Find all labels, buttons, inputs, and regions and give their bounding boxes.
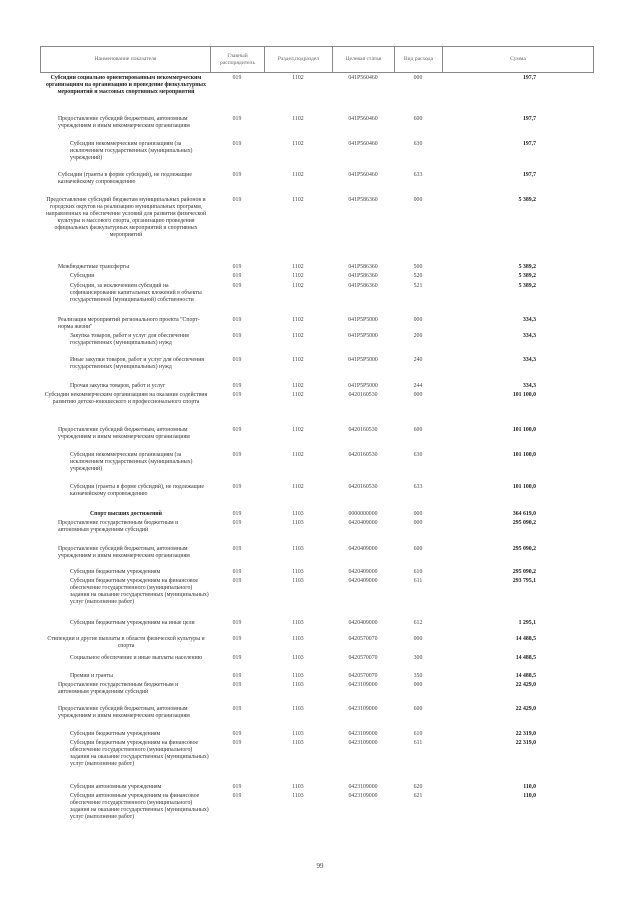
row-name: Субсидии социально ориентированным некоммерческим организациям на организацию и проведение физкультурных мероприятий и массовых спортивных мероприятий [46, 75, 206, 95]
row-grbs: 019 [232, 141, 242, 147]
row-sum: 334,3 [522, 333, 536, 339]
row-name: Субсидии автономным учреждениям на финансовое обеспечение государственного (муниципального) задания на оказание государственных (муниципальных) услуг (выполнение работ) [70, 793, 209, 820]
row-grbs: 019 [232, 264, 242, 270]
row-sum: 110,0 [523, 784, 536, 790]
row-name: Закупка товаров, работ и услуг для обеспечения государственных (муниципальных) нужд [70, 333, 189, 346]
row-grbs: 019 [232, 392, 242, 398]
row-sum: 197,7 [522, 172, 536, 178]
row-csr: 0420409000 [348, 569, 378, 575]
row-razdel: 1102 [292, 273, 304, 279]
row-name: Предоставление государственным бюджетным и автономным учреждениям субсидий [58, 682, 179, 695]
row-csr: 041Р586360 [348, 273, 378, 279]
row-name: Иные закупки товаров, работ и услуг для обеспечения государственных (муниципальных) нужд [70, 357, 204, 370]
row-csr: 041Р586360 [348, 197, 378, 203]
row-sum: 101 100,0 [512, 392, 536, 398]
row-grbs: 019 [232, 673, 242, 679]
row-sum: 5 389,2 [518, 273, 536, 279]
row-csr: 0420570070 [348, 636, 378, 642]
row-vr: 300 [413, 655, 423, 661]
row-grbs: 019 [232, 427, 242, 433]
row-csr: 041Р5Р5000 [348, 333, 378, 339]
row-vr: 600 [413, 116, 423, 122]
row-csr: 041Р560460 [348, 116, 378, 122]
row-name: Субсидии некоммерческим организациям на оказание содействия развитию детско-юношеского и профессионального спорта [44, 392, 208, 405]
row-name: Предоставление государственным бюджетным и автономным учреждениям субсидий [58, 520, 179, 533]
row-vr: 600 [413, 706, 423, 712]
row-razdel: 1102 [292, 333, 304, 339]
row-sum: 22 319,0 [515, 731, 536, 737]
row-grbs: 019 [232, 740, 242, 746]
row-sum: 364 619,0 [512, 511, 536, 517]
row-grbs: 019 [232, 784, 242, 790]
row-csr: 0420160530 [348, 427, 378, 433]
row-grbs: 019 [232, 546, 242, 552]
row-razdel: 1103 [292, 620, 304, 626]
row-razdel: 1103 [292, 578, 304, 584]
row-sum: 22 319,0 [515, 740, 536, 746]
row-sum: 197,7 [522, 141, 536, 147]
row-razdel: 1102 [292, 452, 304, 458]
row-razdel: 1102 [292, 383, 304, 389]
row-sum: 1 295,1 [518, 620, 536, 626]
row-sum: 197,7 [522, 75, 536, 81]
row-name: Субсидии бюджетным учреждениям на финансовое обеспечение государственного (муниципального) задания на оказание государственных (муниципальных) услуг (выполнение работ) [70, 578, 209, 605]
row-grbs: 019 [232, 357, 242, 363]
row-csr: 041Р586360 [348, 264, 378, 270]
row-vr: 000 [413, 197, 423, 203]
row-csr: 0420160530 [348, 452, 378, 458]
row-grbs: 019 [232, 452, 242, 458]
row-sum: 5 389,2 [518, 283, 536, 289]
row-csr: 0420160530 [348, 392, 378, 398]
row-razdel: 1103 [292, 793, 304, 799]
row-name: Субсидии бюджетным учреждениям [70, 731, 161, 737]
row-csr: 041Р560460 [348, 141, 378, 147]
row-csr: 0423109000 [348, 682, 378, 688]
header-csr: Целевая статья [333, 47, 395, 72]
row-grbs: 019 [232, 484, 242, 490]
row-vr: 521 [413, 283, 423, 289]
row-razdel: 1103 [292, 731, 304, 737]
row-name: Прочая закупка товаров, работ и услуг [70, 383, 166, 389]
row-grbs: 019 [232, 283, 242, 289]
row-grbs: 019 [232, 682, 242, 688]
row-grbs: 019 [232, 569, 242, 575]
row-razdel: 1102 [292, 283, 304, 289]
row-razdel: 1103 [292, 682, 304, 688]
row-vr: 611 [413, 740, 423, 746]
row-vr: 630 [413, 141, 423, 147]
row-grbs: 019 [232, 197, 242, 203]
row-vr: 600 [413, 546, 423, 552]
row-csr: 0423109000 [348, 731, 378, 737]
row-csr: 0000000000 [348, 511, 378, 517]
row-razdel: 1102 [292, 172, 304, 178]
row-razdel: 1102 [292, 357, 304, 363]
row-grbs: 019 [232, 383, 242, 389]
row-name: Стипендии и другие выплаты в области физической культуры и спорта [47, 636, 205, 649]
row-grbs: 019 [232, 793, 242, 799]
row-razdel: 1102 [292, 317, 304, 323]
row-grbs: 019 [232, 520, 242, 526]
row-csr: 041Р560460 [348, 75, 378, 81]
row-vr: 000 [413, 636, 423, 642]
row-vr: 000 [413, 511, 423, 517]
row-csr: 0423109000 [348, 793, 378, 799]
header-razdel: Раздел,подраздел [265, 47, 333, 72]
row-grbs: 019 [232, 273, 242, 279]
row-vr: 350 [413, 673, 423, 679]
row-name: Предоставление субсидий бюджетным, автономным учреждениям и иным некоммерческим организациям [58, 706, 190, 719]
row-razdel: 1103 [292, 740, 304, 746]
row-sum: 22 429,0 [515, 682, 536, 688]
header-vr: Вид расхода [395, 47, 443, 72]
row-vr: 621 [413, 793, 423, 799]
row-csr: 0423109000 [348, 706, 378, 712]
row-vr: 000 [413, 682, 423, 688]
row-name: Премии и гранты [70, 673, 113, 679]
row-csr: 041Р586360 [348, 283, 378, 289]
row-sum: 22 429,0 [515, 706, 536, 712]
row-razdel: 1103 [292, 655, 304, 661]
row-razdel: 1103 [292, 546, 304, 552]
row-vr: 630 [413, 452, 423, 458]
row-razdel: 1103 [292, 784, 304, 790]
row-csr: 0420409000 [348, 578, 378, 584]
row-razdel: 1102 [292, 75, 304, 81]
row-sum: 14 488,5 [515, 673, 536, 679]
row-sum: 110,0 [523, 793, 536, 799]
row-razdel: 1102 [292, 392, 304, 398]
row-vr: 612 [413, 620, 423, 626]
row-grbs: 019 [232, 317, 242, 323]
row-name: Субсидии автономным учреждениям [70, 784, 162, 790]
row-name: Социальное обеспечение и иные выплаты населению [70, 655, 203, 661]
row-name: Субсидии бюджетным учреждениям [70, 569, 161, 575]
row-razdel: 1102 [292, 141, 304, 147]
header-name: Наименование показателя [41, 47, 211, 72]
page-number: 99 [316, 862, 324, 870]
row-csr: 0420409000 [348, 620, 378, 626]
row-vr: 200 [413, 333, 423, 339]
row-vr: 520 [413, 273, 423, 279]
row-sum: 334,3 [522, 383, 536, 389]
row-name: Межбюджетные трансферты [58, 264, 129, 270]
row-csr: 0423109000 [348, 784, 378, 790]
row-name: Субсидии, за исключением субсидий на софинансирование капитальных вложений в объекты государственной (муниципальной) собственности [70, 283, 202, 303]
row-grbs: 019 [232, 731, 242, 737]
row-sum: 101 100,0 [512, 484, 536, 490]
row-vr: 610 [413, 731, 423, 737]
table-header [40, 46, 594, 73]
row-name: Предоставление субсидий бюджетам муниципальных районов и городских округов на реализацию муниципальных программ, направленных на обеспечение условий для развития физической культуры и массового спорта, организацию проведения официальных физкультурных мероприятий и спортивных мероприятий [45, 197, 207, 238]
row-grbs: 019 [232, 333, 242, 339]
row-vr: 500 [413, 264, 423, 270]
row-name: Субсидии некоммерческим организациям (за исключением государственных (муниципальных) учреждений) [70, 452, 193, 472]
row-sum: 295 090,2 [512, 520, 536, 526]
row-grbs: 019 [232, 511, 242, 517]
row-sum: 14 488,5 [515, 636, 536, 642]
row-vr: 000 [413, 520, 423, 526]
row-sum: 5 389,2 [518, 264, 536, 270]
row-vr: 240 [413, 357, 423, 363]
row-sum: 5 389,2 [518, 197, 536, 203]
row-csr: 0420409000 [348, 520, 378, 526]
row-sum: 334,3 [522, 357, 536, 363]
row-razdel: 1103 [292, 706, 304, 712]
row-csr: 0420570070 [348, 673, 378, 679]
row-sum: 295 090,2 [512, 569, 536, 575]
row-vr: 000 [413, 75, 423, 81]
row-vr: 620 [413, 784, 423, 790]
row-name: Субсидии (гранты в форме субсидий), не подлежащие казначейскому сопровождению [70, 484, 204, 497]
row-csr: 0420160530 [348, 484, 378, 490]
row-name: Предоставление субсидий бюджетным, автономным учреждениям и иным некоммерческим организациям [58, 116, 190, 129]
row-razdel: 1102 [292, 264, 304, 270]
row-name: Субсидии (гранты в форме субсидий), не подлежащие казначейскому сопровождению [58, 172, 192, 185]
row-name: Предоставление субсидий бюджетным, автономным учреждениям и иным некоммерческим организациям [58, 427, 190, 440]
row-razdel: 1102 [292, 197, 304, 203]
row-razdel: 1102 [292, 427, 304, 433]
row-vr: 633 [413, 172, 423, 178]
row-csr: 041Р5Р5000 [348, 383, 378, 389]
row-vr: 000 [413, 392, 423, 398]
row-csr: 0420409000 [348, 546, 378, 552]
row-sum: 295 090,2 [512, 546, 536, 552]
row-grbs: 019 [232, 706, 242, 712]
row-razdel: 1102 [292, 484, 304, 490]
row-vr: 611 [413, 578, 423, 584]
row-sum: 293 795,1 [512, 578, 536, 584]
row-name: Спорт высших достижений [90, 511, 162, 517]
row-name: Субсидии бюджетным учреждениям на финансовое обеспечение государственного (муниципального) задания на оказание государственных (муниципальных) услуг (выполнение работ) [70, 740, 209, 767]
row-grbs: 019 [232, 116, 242, 122]
header-grbs: Главный распорядитель [211, 47, 265, 72]
row-csr: 041Р560460 [348, 172, 378, 178]
row-grbs: 019 [232, 75, 242, 81]
row-sum: 101 100,0 [512, 452, 536, 458]
row-razdel: 1103 [292, 569, 304, 575]
row-csr: 041Р5Р5000 [348, 317, 378, 323]
row-vr: 600 [413, 427, 423, 433]
row-grbs: 019 [232, 578, 242, 584]
row-name: Предоставление субсидий бюджетным, автономным учреждениям и иным некоммерческим организациям [58, 546, 190, 559]
row-name: Субсидии [70, 273, 95, 279]
row-csr: 041Р5Р5000 [348, 357, 378, 363]
row-grbs: 019 [232, 655, 242, 661]
row-grbs: 019 [232, 620, 242, 626]
row-sum: 334,3 [522, 317, 536, 323]
row-csr: 0423109000 [348, 740, 378, 746]
row-grbs: 019 [232, 636, 242, 642]
header-sum: Сумма [510, 56, 526, 63]
row-razdel: 1103 [292, 511, 304, 517]
row-name: Субсидии некоммерческим организациям (за исключением государственных (муниципальных) учреждений) [70, 141, 193, 161]
row-razdel: 1103 [292, 520, 304, 526]
row-sum: 101 100,0 [512, 427, 536, 433]
row-vr: 633 [413, 484, 423, 490]
row-razdel: 1103 [292, 636, 304, 642]
row-vr: 610 [413, 569, 423, 575]
row-sum: 14 488,5 [515, 655, 536, 661]
row-csr: 0420570070 [348, 655, 378, 661]
row-razdel: 1102 [292, 116, 304, 122]
row-name: Субсидии бюджетным учреждениям на иные цели [70, 620, 195, 626]
row-vr: 244 [413, 383, 423, 389]
row-sum: 197,7 [522, 116, 536, 122]
row-vr: 000 [413, 317, 423, 323]
row-razdel: 1103 [292, 673, 304, 679]
row-name: Реализация мероприятий регионального проекта "Спорт-норма жизни" [58, 317, 200, 330]
row-grbs: 019 [232, 172, 242, 178]
